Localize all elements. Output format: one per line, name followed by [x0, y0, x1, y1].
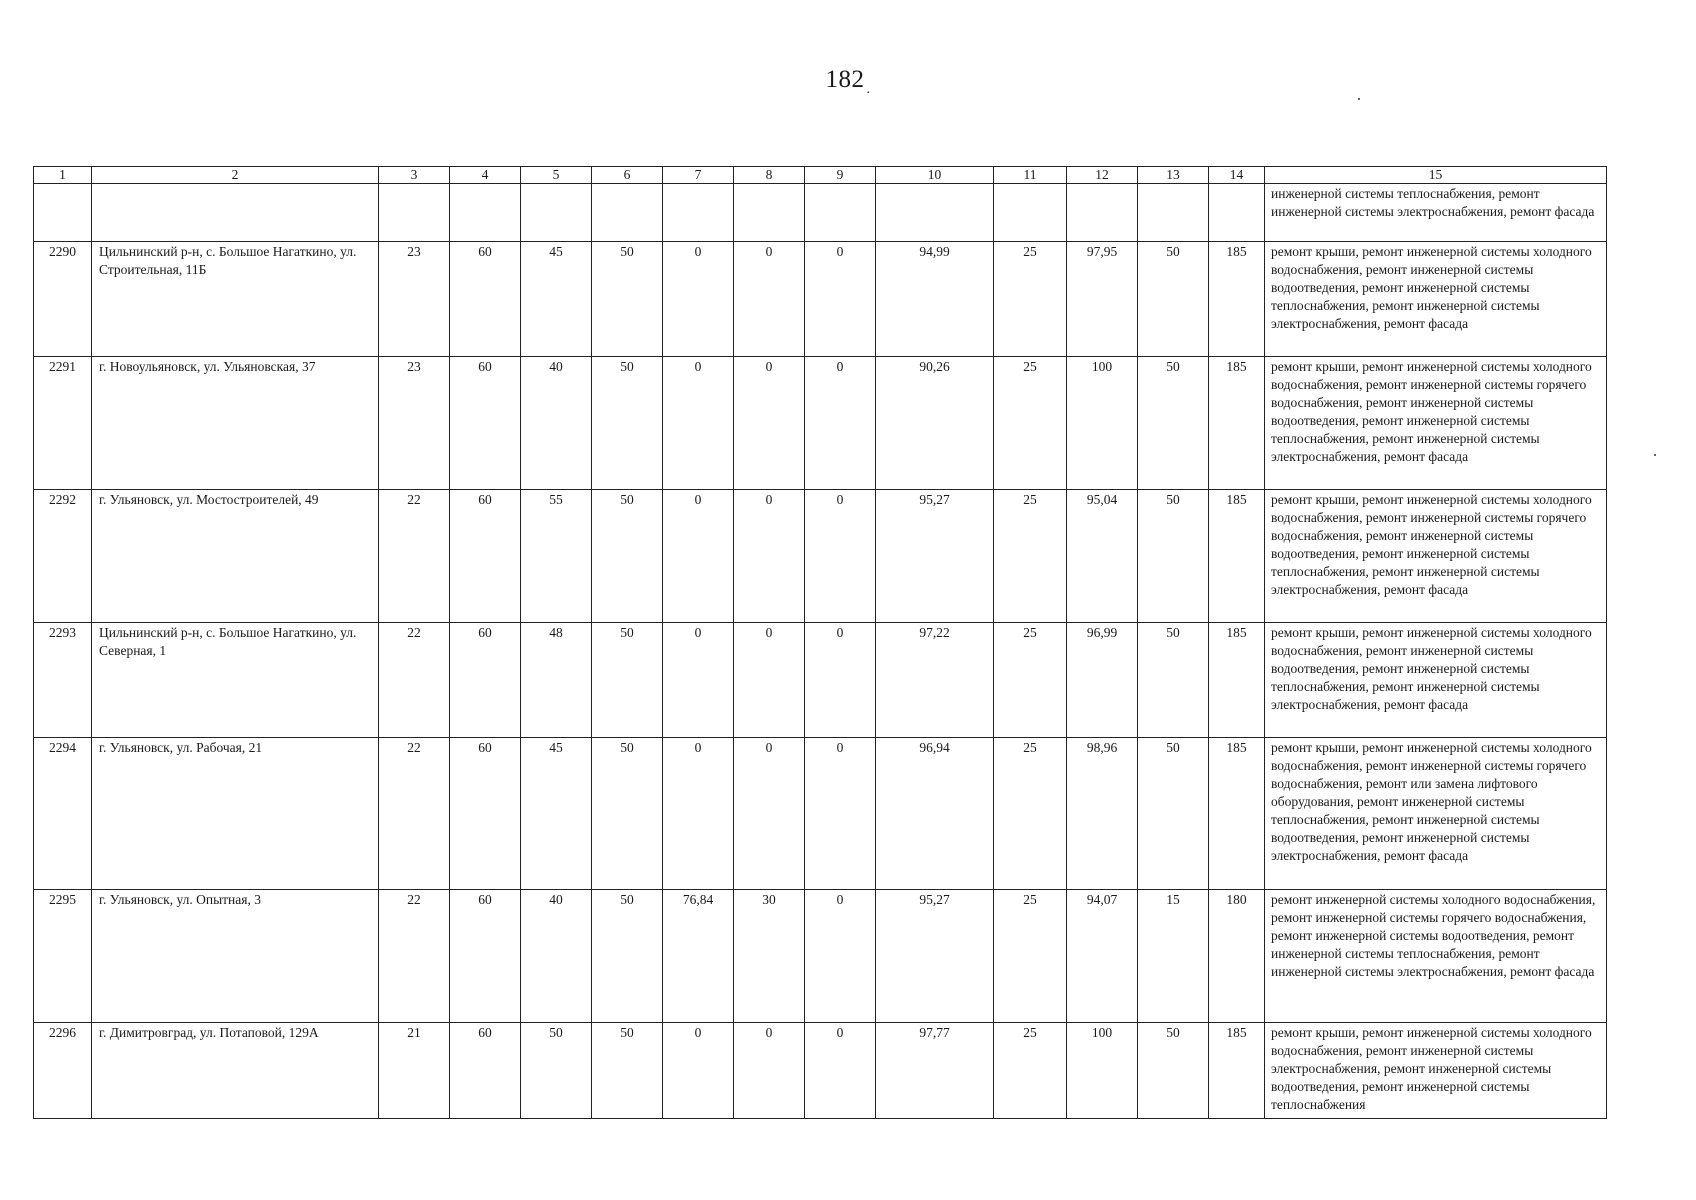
column-header: 4 — [450, 167, 521, 184]
table-cell: 98,96 — [1067, 738, 1138, 890]
table-cell: 96,94 — [876, 738, 994, 890]
table-cell: 94,99 — [876, 242, 994, 357]
table-cell: 60 — [450, 890, 521, 1023]
row-number-cell: 2290 — [34, 242, 92, 357]
table-cell: 50 — [592, 623, 663, 738]
table-row — [34, 890, 1607, 1023]
table-cell: 0 — [734, 357, 805, 490]
table-cell: 185 — [1209, 490, 1265, 623]
table-row — [34, 623, 1607, 738]
table-cell: 185 — [1209, 1023, 1265, 1119]
table-cell: 0 — [734, 623, 805, 738]
column-header: 10 — [876, 167, 994, 184]
table-cell: 185 — [1209, 738, 1265, 890]
table-cell: 25 — [994, 890, 1067, 1023]
column-header: 14 — [1209, 167, 1265, 184]
table-cell: 60 — [450, 242, 521, 357]
table-cell: 0 — [805, 738, 876, 890]
table-header-row — [34, 167, 1607, 184]
table-cell: 185 — [1209, 623, 1265, 738]
table-cell: 50 — [1138, 490, 1209, 623]
table-cell: 97,77 — [876, 1023, 994, 1119]
table-cell: 55 — [521, 490, 592, 623]
table-cell: 22 — [379, 490, 450, 623]
table-cell: 0 — [734, 738, 805, 890]
table-cell: 25 — [994, 490, 1067, 623]
table-cell: 95,27 — [876, 890, 994, 1023]
table-cell: 50 — [1138, 738, 1209, 890]
column-header: 15 — [1265, 167, 1607, 184]
column-header: 9 — [805, 167, 876, 184]
row-number-cell: 2293 — [34, 623, 92, 738]
table-cell: 95,04 — [1067, 490, 1138, 623]
works-description-cell: ремонт крыши, ремонт инженерной системы холодного водоснабжения, ремонт инженерной системы горячего водоснабжения, ремонт или замена лифтового оборудования, ремонт инженерной системы теплоснабжения, ремонт инженерной системы водоотведения, ремонт инженерной системы электроснабжения, ремонт фасада — [1265, 738, 1607, 890]
row-number-cell: 2296 — [34, 1023, 92, 1119]
table-cell: 0 — [663, 738, 734, 890]
table-cell: 0 — [734, 490, 805, 623]
table-cell: 23 — [379, 242, 450, 357]
table-cell: 50 — [1138, 242, 1209, 357]
table-row — [34, 242, 1607, 357]
table-cell: 0 — [805, 490, 876, 623]
table-cell: 22 — [379, 738, 450, 890]
table-cell: 100 — [1067, 357, 1138, 490]
table-cell: 0 — [805, 357, 876, 490]
works-description-cell: ремонт крыши, ремонт инженерной системы холодного водоснабжения, ремонт инженерной системы горячего водоснабжения, ремонт инженерной системы водоотведения, ремонт инженерной системы теплоснабжения, ремонт инженерной системы электроснабжения, ремонт фасада — [1265, 357, 1607, 490]
table-cell: 50 — [1138, 357, 1209, 490]
table-cell: 40 — [521, 357, 592, 490]
table-cell: 25 — [994, 357, 1067, 490]
table-cell: 50 — [592, 1023, 663, 1119]
address-cell: г. Ульяновск, ул. Мостостроителей, 49 — [92, 490, 379, 623]
column-header: 11 — [994, 167, 1067, 184]
table-cell: 0 — [663, 1023, 734, 1119]
column-header: 2 — [92, 167, 379, 184]
table-cell: 0 — [734, 242, 805, 357]
table-cell: 0 — [805, 242, 876, 357]
table-cell: 95,27 — [876, 490, 994, 623]
table-cell: 100 — [1067, 1023, 1138, 1119]
table-cell: 60 — [450, 623, 521, 738]
table-cell: 50 — [1138, 1023, 1209, 1119]
table-cell: 45 — [521, 242, 592, 357]
table-cell: 25 — [994, 623, 1067, 738]
table-cell: 90,26 — [876, 357, 994, 490]
table-cell: 0 — [663, 623, 734, 738]
page-number-mark: . — [866, 82, 871, 97]
page-number — [0, 66, 1696, 98]
address-cell: г. Димитровград, ул. Потаповой, 129А — [92, 1023, 379, 1119]
address-cell: Цильнинский р-н, с. Большое Нагаткино, ул. Северная, 1 — [92, 623, 379, 738]
table-cell: 97,95 — [1067, 242, 1138, 357]
column-header: 13 — [1138, 167, 1209, 184]
table-cell: 23 — [379, 357, 450, 490]
column-header: 8 — [734, 167, 805, 184]
works-description-cell: инженерной системы теплоснабжения, ремонт инженерной системы электроснабжения, ремонт фасада — [1265, 184, 1607, 242]
table-row — [34, 738, 1607, 890]
table-cell: 50 — [592, 357, 663, 490]
table-cell: 97,22 — [876, 623, 994, 738]
column-header: 5 — [521, 167, 592, 184]
works-description-cell: ремонт инженерной системы холодного водоснабжения, ремонт инженерной системы горячего водоснабжения, ремонт инженерной системы водоотведения, ремонт инженерной системы теплоснабжения, ремонт инженерной системы электроснабжения, ремонт фасада — [1265, 890, 1607, 1023]
table-cell: 15 — [1138, 890, 1209, 1023]
table-cell: 76,84 — [663, 890, 734, 1023]
address-cell: г. Новоульяновск, ул. Ульяновская, 37 — [92, 357, 379, 490]
table-cell: 60 — [450, 357, 521, 490]
table-cell: 25 — [994, 1023, 1067, 1119]
address-cell: Цильнинский р-н, с. Большое Нагаткино, ул. Строительная, 11Б — [92, 242, 379, 357]
works-description-cell: ремонт крыши, ремонт инженерной системы холодного водоснабжения, ремонт инженерной системы горячего водоснабжения, ремонт инженерной системы водоотведения, ремонт инженерной системы теплоснабжения, ремонт инженерной системы электроснабжения, ремонт фасада — [1265, 490, 1607, 623]
scan-speck — [1654, 454, 1656, 456]
table-cell: 50 — [592, 242, 663, 357]
works-description-cell: ремонт крыши, ремонт инженерной системы холодного водоснабжения, ремонт инженерной системы электроснабжения, ремонт инженерной системы водоотведения, ремонт инженерной системы теплоснабжения — [1265, 1023, 1607, 1119]
works-description-cell: ремонт крыши, ремонт инженерной системы холодного водоснабжения, ремонт инженерной системы водоотведения, ремонт инженерной системы теплоснабжения, ремонт инженерной системы электроснабжения, ремонт фасада — [1265, 623, 1607, 738]
table-cell: 50 — [1138, 623, 1209, 738]
row-number-cell: 2294 — [34, 738, 92, 890]
column-header: 7 — [663, 167, 734, 184]
table-row — [34, 357, 1607, 490]
table-cell: 0 — [734, 1023, 805, 1119]
table-row-continuation — [34, 184, 1607, 242]
table-cell: 96,99 — [1067, 623, 1138, 738]
table-row — [34, 490, 1607, 623]
table-cell: 25 — [994, 242, 1067, 357]
page-number-value: 182 — [825, 66, 865, 93]
table-cell: 50 — [592, 490, 663, 623]
table-cell: 22 — [379, 890, 450, 1023]
table-cell: 0 — [805, 1023, 876, 1119]
table-cell: 185 — [1209, 357, 1265, 490]
column-header: 6 — [592, 167, 663, 184]
row-number-cell: 2295 — [34, 890, 92, 1023]
table-cell: 0 — [663, 490, 734, 623]
table-cell: 45 — [521, 738, 592, 890]
table-cell: 0 — [663, 242, 734, 357]
works-description-cell: ремонт крыши, ремонт инженерной системы холодного водоснабжения, ремонт инженерной системы водоотведения, ремонт инженерной системы теплоснабжения, ремонт инженерной системы электроснабжения, ремонт фасада — [1265, 242, 1607, 357]
table-row — [34, 1023, 1607, 1119]
table-cell: 0 — [805, 623, 876, 738]
column-header: 3 — [379, 167, 450, 184]
table-cell: 48 — [521, 623, 592, 738]
table-cell: 0 — [663, 357, 734, 490]
row-number-cell: 2292 — [34, 490, 92, 623]
table-cell: 60 — [450, 1023, 521, 1119]
table-cell: 185 — [1209, 242, 1265, 357]
table-cell: 60 — [450, 490, 521, 623]
address-cell: г. Ульяновск, ул. Рабочая, 21 — [92, 738, 379, 890]
column-header: 12 — [1067, 167, 1138, 184]
table-cell: 60 — [450, 738, 521, 890]
table-cell: 50 — [521, 1023, 592, 1119]
table-cell: 25 — [994, 738, 1067, 890]
table-cell: 40 — [521, 890, 592, 1023]
table-cell: 21 — [379, 1023, 450, 1119]
table-cell: 50 — [592, 890, 663, 1023]
data-table — [33, 166, 1607, 1119]
column-header: 1 — [34, 167, 92, 184]
scan-speck — [1358, 98, 1360, 100]
row-number-cell: 2291 — [34, 357, 92, 490]
table-cell: 0 — [805, 890, 876, 1023]
table-cell: 50 — [592, 738, 663, 890]
table-cell: 94,07 — [1067, 890, 1138, 1023]
address-cell: г. Ульяновск, ул. Опытная, 3 — [92, 890, 379, 1023]
table-cell: 30 — [734, 890, 805, 1023]
table-cell: 180 — [1209, 890, 1265, 1023]
table-cell: 22 — [379, 623, 450, 738]
